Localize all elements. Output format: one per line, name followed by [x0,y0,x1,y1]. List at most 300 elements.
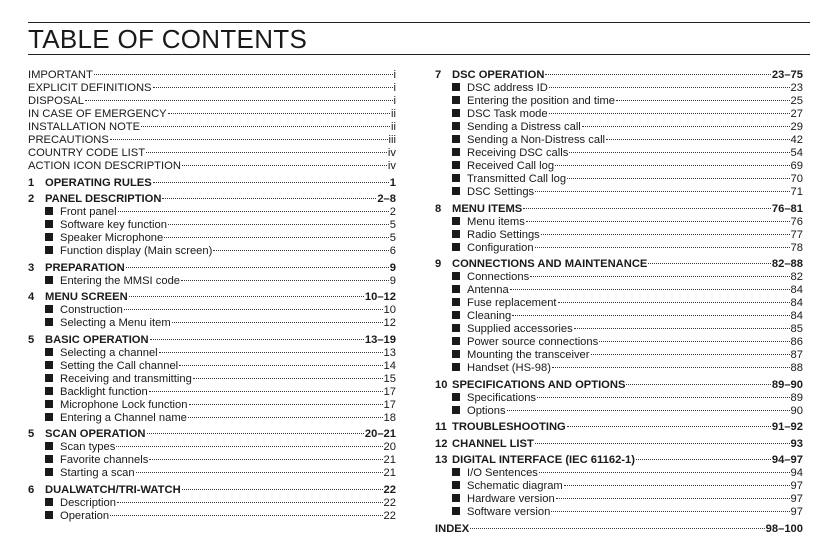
toc-section-entry[interactable] [28,245,396,258]
page-number: 13–19 [364,333,396,346]
page-number: 54 [790,147,803,159]
toc-section-entry[interactable] [435,95,803,108]
page-number: 15 [383,372,396,385]
entry-title: DISPOSAL [28,95,84,107]
dot-leader [606,139,790,140]
toc-section-entry[interactable] [435,108,803,121]
toc-front-entry[interactable] [28,121,396,134]
toc-chapter-entry[interactable] [435,523,803,536]
square-bullet-icon [45,318,53,326]
entry-title: TROUBLESHOOTING [452,421,566,433]
square-bullet-icon [452,135,460,143]
dot-leader [188,417,383,418]
toc-chapter-entry[interactable] [435,258,803,271]
entry-title: SPECIFICATIONS AND OPTIONS [452,378,626,391]
entry-title: Cleaning [467,310,512,322]
page-number: 2–8 [377,193,396,205]
square-bullet-icon [452,507,460,515]
page-number: 27 [790,108,803,120]
entry-title: Operation [60,509,110,522]
entry-title: OPERATING RULES [45,176,152,189]
toc-section-entry[interactable] [28,467,396,480]
entry-title: Sending a Distress call [467,121,581,133]
square-bullet-icon [45,207,53,215]
toc-front-entry[interactable] [28,95,396,108]
square-bullet-icon [452,174,460,182]
square-bullet-icon [452,298,460,306]
chapter-number: 13 [435,454,448,466]
entry-title: Speaker Microphone [60,232,164,244]
page-number: 23–75 [771,69,803,81]
entry-title: INSTALLATION NOTE [28,121,141,133]
entry-title: Supplied accessories [467,323,573,335]
square-bullet-icon [452,148,460,156]
square-bullet-icon [452,83,460,91]
toc-chapter-entry[interactable] [28,262,396,275]
square-bullet-icon [45,374,53,382]
toc-section-entry[interactable] [435,242,803,255]
top-rule [28,22,810,23]
square-bullet-icon [452,350,460,358]
square-bullet-icon [452,243,460,251]
dot-leader [552,367,790,368]
toc-section-entry[interactable] [28,232,396,245]
toc-chapter-entry[interactable] [435,421,803,434]
page-number: i [393,69,396,81]
toc-section-entry[interactable] [435,160,803,173]
dot-leader [535,247,790,248]
toc-section-entry[interactable] [435,82,803,95]
page-number: 2 [389,206,396,218]
square-bullet-icon [452,363,460,371]
page-number: 23 [790,82,803,94]
toc-section-entry[interactable] [435,310,803,323]
page-number: 1 [389,176,396,189]
dot-leader [149,391,383,392]
square-bullet-icon [45,348,53,356]
toc-section-entry[interactable] [435,121,803,134]
square-bullet-icon [45,233,53,241]
entry-title: Radio Settings [467,228,540,241]
page-number: 82–88 [771,258,803,270]
page-title: TABLE OF CONTENTS [28,24,308,54]
square-bullet-icon [452,393,460,401]
dot-leader [599,341,789,342]
square-bullet-icon [45,511,53,519]
dot-leader [470,528,764,529]
chapter-number: 11 [435,421,447,433]
toc-section-entry[interactable] [435,134,803,147]
entry-title: Construction [60,304,123,316]
entry-title: Selecting a Menu item [60,317,171,329]
toc-front-entry[interactable] [28,134,396,147]
page-number: 86 [790,336,803,348]
toc-section-entry[interactable] [28,386,396,399]
dot-leader [149,459,382,460]
page-number: 29 [790,121,803,133]
dot-leader [539,472,790,473]
entry-title: Backlight function [60,385,148,398]
square-bullet-icon [45,246,53,254]
dot-leader [129,296,364,297]
page-number: 77 [790,228,803,241]
square-bullet-icon [452,311,460,319]
dot-leader [523,208,771,209]
page-number: 25 [790,95,803,107]
square-bullet-icon [45,220,53,228]
page-number: 10 [383,304,396,316]
toc-section-entry[interactable] [28,412,396,425]
page-number: 70 [790,173,803,185]
entry-title: DSC Settings [467,186,535,198]
entry-title: EXPLICIT DEFINITIONS [28,82,152,94]
page-number: 90 [790,404,803,417]
square-bullet-icon [452,109,460,117]
square-bullet-icon [45,361,53,369]
entry-title: BASIC OPERATION [45,333,149,346]
toc-chapter-entry[interactable] [435,203,803,216]
toc-section-entry[interactable] [435,392,803,405]
dot-leader [189,404,383,405]
entry-title: CHANNEL LIST [452,437,534,450]
dot-leader [182,489,383,490]
toc-chapter-entry[interactable] [28,334,396,347]
toc-section-entry[interactable] [435,480,803,493]
page-number: 18 [383,411,396,424]
dot-leader [537,397,790,398]
page-number: 12 [383,317,396,329]
dot-leader [574,328,790,329]
page-number: 20–21 [364,428,396,440]
page-number: 76–81 [771,202,803,215]
toc-section-entry[interactable] [28,373,396,386]
page-number: 22 [383,509,396,522]
entry-title: Front panel [60,206,117,218]
chapter-number: 3 [28,261,35,274]
toc-section-entry[interactable] [28,275,396,288]
dot-leader [541,234,790,235]
page-number: 5 [389,232,396,244]
entry-title: IMPORTANT [28,69,93,81]
dot-leader [530,276,789,277]
chapter-number: 10 [435,378,448,391]
entry-title: Software key function [60,219,167,231]
entry-title: Software version [467,506,551,518]
toc-section-entry[interactable] [435,173,803,186]
toc-chapter-entry[interactable] [435,454,803,467]
toc-section-entry[interactable] [435,297,803,310]
entry-title: MENU SCREEN [45,291,128,303]
page-number: 10–12 [364,291,396,303]
page-number: 82 [790,271,803,283]
entry-title: Sending a Non-Distress call [467,134,606,146]
toc-section-entry[interactable] [28,206,396,219]
dot-leader [569,152,789,153]
toc-front-entry[interactable] [28,69,396,82]
dot-leader [626,384,770,385]
entry-title: Favorite channels [60,454,149,466]
toc-chapter-entry[interactable] [435,69,803,82]
dot-leader [193,378,383,379]
page-number: 89–90 [771,378,803,391]
page-number: ii [391,121,396,133]
page-number: 85 [790,323,803,335]
toc-section-entry[interactable] [28,219,396,232]
toc-front-entry[interactable] [28,160,396,173]
page-number: 9 [389,261,396,274]
toc-chapter-entry[interactable] [435,379,803,392]
dot-leader [153,182,389,183]
square-bullet-icon [45,442,53,450]
entry-title: Entering the position and time [467,95,616,107]
entry-title: COUNTRY CODE LIST [28,147,146,159]
entry-title: Entering a Channel name [60,411,187,424]
square-bullet-icon [45,468,53,476]
entry-title: Options [467,404,506,417]
dot-leader [549,87,790,88]
dot-leader [535,443,790,444]
entry-title: Receiving DSC calls [467,147,569,159]
chapter-number: 7 [435,69,442,81]
toc-section-entry[interactable] [28,304,396,317]
page-number: 76 [790,215,803,228]
page-number: iv [387,147,396,159]
page-number: 20 [383,441,396,453]
page-number: 71 [790,186,803,198]
dot-leader [181,280,389,281]
entry-title: PANEL DESCRIPTION [45,193,162,205]
square-bullet-icon [452,161,460,169]
toc-chapter-entry[interactable] [28,484,396,497]
page-number: 84 [790,284,803,296]
square-bullet-icon [45,276,53,284]
square-bullet-icon [452,187,460,195]
dot-leader [168,224,389,225]
square-bullet-icon [45,413,53,421]
dot-leader [116,446,382,447]
entry-title: SCAN OPERATION [45,428,146,440]
dot-leader [164,237,389,238]
dot-leader [510,289,790,290]
toc-chapter-entry[interactable] [28,193,396,206]
toc-chapter-entry[interactable] [28,428,396,441]
dot-leader [159,352,383,353]
page-number: iii [388,134,396,146]
square-bullet-icon [452,230,460,238]
toc-section-entry[interactable] [435,467,803,480]
entry-title: Handset (HS-98) [467,362,551,374]
page-number: 21 [383,467,396,479]
page-number: ii [391,108,396,120]
dot-leader [507,410,790,411]
square-bullet-icon [452,96,460,104]
dot-leader [182,165,387,166]
dot-leader [549,113,790,114]
entry-title: DSC OPERATION [452,69,545,81]
dot-leader [591,354,790,355]
dot-leader [136,472,383,473]
entry-title: Hardware version [467,493,555,505]
entry-title: Entering the MMSI code [60,274,181,287]
square-bullet-icon [452,468,460,476]
toc-front-entry[interactable] [28,147,396,160]
square-bullet-icon [452,122,460,130]
toc-front-entry[interactable] [28,108,396,121]
toc-section-entry[interactable] [435,349,803,362]
square-bullet-icon [452,272,460,280]
page-number: 9 [389,274,396,287]
chapter-number: 4 [28,291,35,303]
entry-title: IN CASE OF EMERGENCY [28,108,167,120]
toc-section-entry[interactable] [435,271,803,284]
toc-section-entry[interactable] [435,336,803,349]
entry-title: DIGITAL INTERFACE (IEC 61162-1) [452,454,635,466]
toc-section-entry[interactable] [435,362,803,375]
page-number: i [393,95,396,107]
dot-leader [94,74,393,75]
toc-front-entry[interactable] [28,82,396,95]
square-bullet-icon [452,217,460,225]
page-number: 21 [383,454,396,466]
entry-title: ACTION ICON DESCRIPTION [28,160,181,172]
entry-title: Microphone Lock function [60,398,188,411]
toc-section-entry[interactable] [435,186,803,199]
page-number: 89 [790,391,803,404]
toc-chapter-entry[interactable] [28,291,396,304]
dot-leader [110,139,388,140]
page-number: 84 [790,297,803,309]
dot-leader [648,263,771,264]
dot-leader [168,113,390,114]
entry-title: Power source connections [467,336,599,348]
dot-leader [558,302,790,303]
dot-leader [172,322,383,323]
entry-title: Mounting the transceiver [467,349,590,361]
page-number: iv [387,160,396,172]
page-number: 14 [383,359,396,372]
toc-chapter-entry[interactable] [28,177,396,190]
toc-section-entry[interactable] [28,441,396,454]
page-number: 87 [790,349,803,361]
entry-title: CONNECTIONS AND MAINTENANCE [452,258,648,270]
dot-leader [153,87,393,88]
toc-section-entry[interactable] [435,216,803,229]
square-bullet-icon [452,285,460,293]
toc-section-entry[interactable] [435,147,803,160]
dot-leader [567,426,771,427]
square-bullet-icon [45,387,53,395]
toc-section-entry[interactable] [28,497,396,510]
toc-section-entry[interactable] [28,360,396,373]
entry-title: Schematic diagram [467,480,563,492]
dot-leader [555,165,789,166]
square-bullet-icon [452,481,460,489]
dot-leader [146,152,387,153]
entry-title: Menu items [467,215,525,228]
entry-title: Setting the Call channel [60,359,179,372]
entry-title: Description [60,496,116,509]
entry-title: Connections [467,271,530,283]
entry-title: Function display (Main screen) [60,245,213,257]
toc-section-entry[interactable] [28,510,396,523]
toc-left-column [28,69,396,523]
page-number: 69 [790,160,803,172]
toc-section-entry[interactable] [435,323,803,336]
page-number: 97 [790,480,803,492]
entry-title: MENU ITEMS [452,202,523,215]
dot-leader [616,100,790,101]
square-bullet-icon [452,337,460,345]
dot-leader [150,339,364,340]
page-number: 22 [383,483,396,496]
page-number: 13 [383,346,396,359]
dot-leader [179,365,382,366]
chapter-number: 5 [28,333,35,346]
toc-section-entry[interactable] [28,317,396,330]
page-number: 94–97 [771,454,803,466]
square-bullet-icon [45,400,53,408]
dot-leader [526,221,790,222]
entry-title: Starting a scan [60,467,135,479]
entry-title: Fuse replacement [467,297,557,309]
entry-title: PREPARATION [45,261,125,274]
entry-title: Received Call log [467,160,555,172]
toc-right-column [435,69,803,536]
page-number: 17 [383,385,396,398]
page-number: 97 [790,493,803,505]
dot-leader [535,191,789,192]
chapter-number: 9 [435,258,442,270]
chapter-number: 2 [28,193,35,205]
entry-title: Receiving and transmitting [60,372,192,385]
entry-title: DSC address ID [467,82,548,94]
toc-section-entry[interactable] [435,493,803,506]
dot-leader [118,211,389,212]
entry-title: I/O Sentences [467,467,538,479]
entry-title: DUALWATCH/TRI-WATCH [45,483,181,496]
dot-leader [551,511,789,512]
page-number: 17 [383,398,396,411]
toc-section-entry[interactable] [435,229,803,242]
page-number: i [393,82,396,94]
dot-leader [117,502,383,503]
toc-section-entry[interactable] [435,284,803,297]
dot-leader [141,126,390,127]
entry-title: Specifications [467,391,537,404]
page-number: 6 [389,245,396,257]
dot-leader [556,498,790,499]
toc-section-entry[interactable] [28,347,396,360]
toc-chapter-entry[interactable] [435,438,803,451]
square-bullet-icon [45,455,53,463]
toc-section-entry[interactable] [435,506,803,519]
page-number: 88 [790,362,803,374]
chapter-number: 5 [28,428,35,440]
entry-title: Antenna [467,284,509,296]
toc-section-entry[interactable] [28,399,396,412]
chapter-number: 8 [435,202,442,215]
dot-leader [147,433,364,434]
page-number: 42 [790,134,803,146]
chapter-number: 12 [435,437,448,450]
page-number: 93 [790,437,803,450]
toc-section-entry[interactable] [28,454,396,467]
dot-leader [582,126,790,127]
page-number: 5 [389,219,396,231]
dot-leader [545,74,770,75]
toc-section-entry[interactable] [435,405,803,418]
entry-title: INDEX [435,522,470,535]
